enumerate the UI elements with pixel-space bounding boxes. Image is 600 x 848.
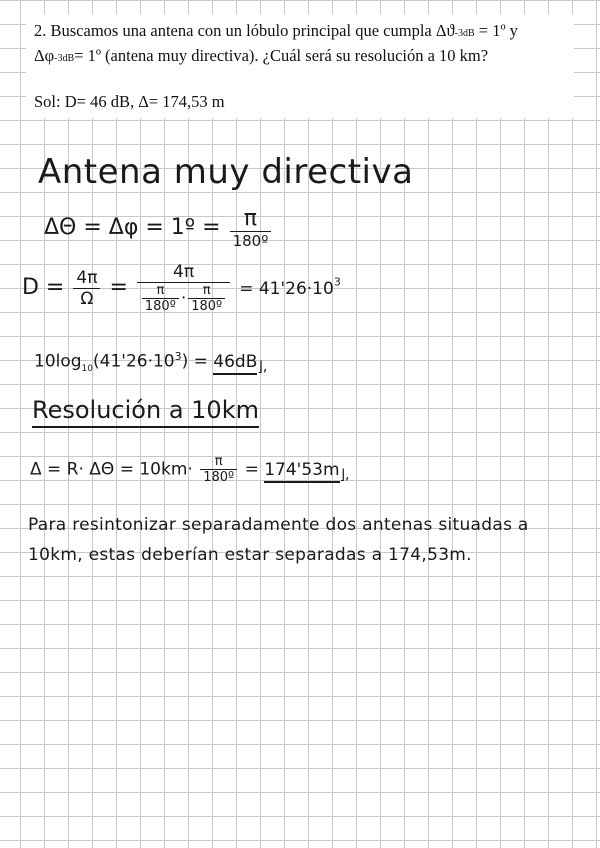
log-argument-exponent: 3	[174, 350, 182, 363]
fraction-numerator: 4π	[137, 262, 230, 283]
pi-over-180-fraction	[230, 206, 272, 250]
log-close: ) =	[181, 351, 208, 372]
equation-angles	[44, 206, 273, 250]
equation-decibels	[34, 350, 267, 374]
fraction-denominator: 180º	[232, 232, 269, 250]
fraction-denominator: Ω	[80, 288, 94, 309]
problem-statement-box	[26, 14, 574, 118]
angles-lhs: ΔΘ = Δφ = 1º =	[44, 215, 221, 240]
fraction-denominator-product	[137, 283, 230, 314]
pi-over-180-fraction	[188, 283, 225, 314]
phi-subscript: -3dB	[54, 53, 75, 64]
handwritten-title: Antena muy directiva	[38, 152, 414, 192]
fraction-numerator: π	[230, 206, 272, 232]
directivity-result-exponent: 3	[333, 275, 341, 289]
fraction-denominator: 180º	[144, 299, 176, 314]
directivity-result: = 41'26·10	[239, 279, 334, 299]
log-argument: (41'26·10	[93, 351, 175, 372]
directivity-fraction-1	[73, 268, 100, 309]
pi-over-180-fraction	[200, 454, 237, 485]
resolution-equals: =	[244, 459, 259, 480]
theta-subscript: -3dB	[454, 28, 475, 39]
problem-statement	[34, 20, 570, 70]
resolution-lhs: Δ = R· ΔΘ = 10km·	[30, 459, 193, 480]
fraction-numerator: 4π	[73, 268, 100, 289]
decibel-result: 46dB	[213, 352, 257, 375]
equation-resolution	[30, 454, 349, 485]
fraction-denominator: 180º	[191, 299, 223, 314]
fraction-numerator: π	[200, 454, 237, 470]
equation-directivity	[22, 262, 341, 314]
log-base: 10	[81, 364, 93, 375]
fraction-numerator: π	[188, 283, 225, 299]
result-mark: ⌋,	[339, 466, 350, 483]
resolution-result: 174'53m	[264, 460, 339, 483]
fraction-denominator: 180º	[203, 470, 235, 485]
solution-text: Sol: D= 46 dB, Δ= 174,53 m	[34, 92, 225, 111]
fraction-numerator: π	[142, 283, 179, 299]
directivity-fraction-2	[137, 262, 230, 314]
problem-text-suffix: = 1º (antena muy directiva). ¿Cuál será su resolución a 10 km?	[74, 46, 489, 65]
equals-sign: =	[109, 275, 128, 300]
directivity-lhs: D =	[22, 275, 65, 300]
result-mark: ⌋,	[257, 358, 268, 375]
product-dot: ·	[180, 288, 187, 309]
conclusion-text: Para resintonizar separadamente dos antenas situadas a 10km, estas deberían estar separadas a 174,53m.	[28, 515, 529, 565]
problem-text-prefix: 2. Buscamos una antena con un lóbulo principal que cumpla Δϑ	[34, 21, 455, 40]
resolution-heading: Resolución a 10km	[32, 396, 259, 428]
problem-text-mid: = 1º y Δφ	[34, 21, 518, 65]
log-prefix: 10log	[34, 351, 82, 372]
pi-over-180-fraction	[142, 283, 179, 314]
